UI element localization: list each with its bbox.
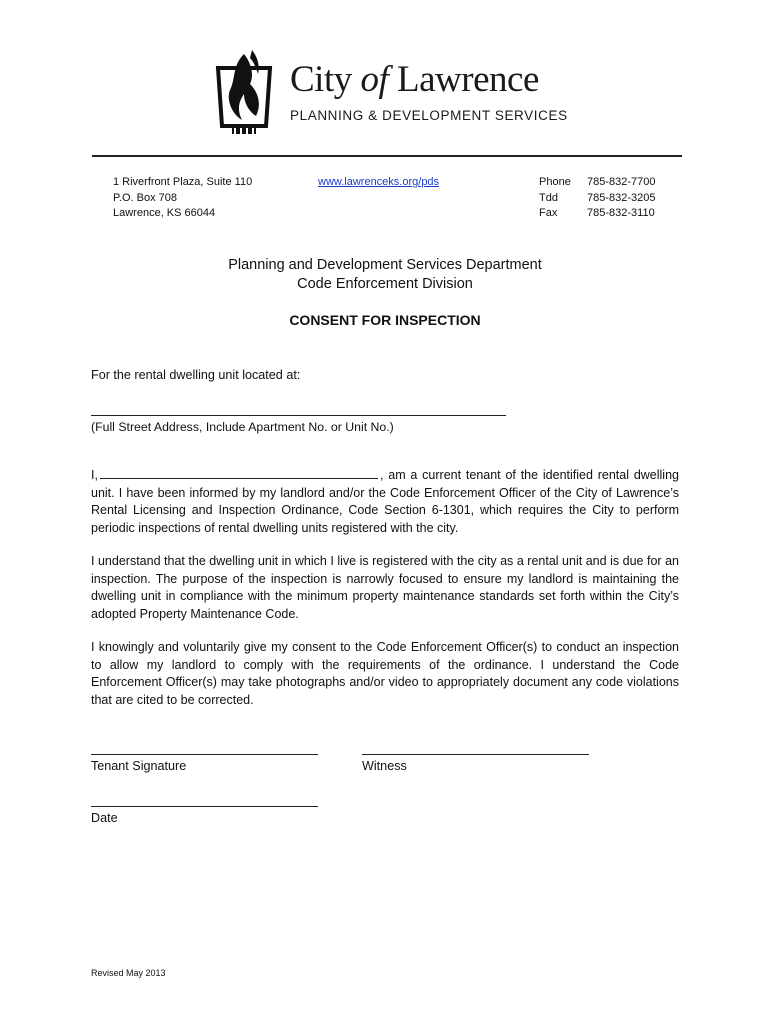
contact-labels (539, 175, 571, 222)
organization-subtitle: PLANNING & DEVELOPMENT SERVICES (290, 108, 568, 123)
consent-paragraph-2: I understand that the dwelling unit in which I live is registered with the city as a rental unit and is due for an inspection. The purpose of the inspection is narrowly focused to ensure my landlord is maintaining the dwelling unit in compliance with the minimum property maintenance standards set forth within the City’s adopted Property Maintenance Code. (91, 554, 679, 621)
address-line: 1 Riverfront Plaza, Suite 110 (113, 176, 253, 188)
revision-note: Revised May 2013 (91, 968, 166, 978)
contact-numbers (587, 175, 656, 222)
witness-signature-label: Witness (362, 759, 407, 773)
tenant-name-field[interactable] (100, 466, 378, 479)
tdd-number: 785-832-3205 (587, 191, 656, 204)
address-prompt: For the rental dwelling unit located at: (91, 368, 301, 382)
website-link[interactable]: www.lawrenceks.org/pds (318, 176, 440, 188)
fax-label: Fax (539, 207, 558, 219)
city-logo-icon (214, 46, 274, 136)
address-field-line[interactable] (91, 415, 506, 416)
witness-signature-line[interactable] (362, 754, 589, 755)
document-title: CONSENT FOR INSPECTION (289, 312, 481, 328)
tdd-label: Tdd (539, 191, 558, 204)
mailing-address (113, 175, 252, 222)
department-name: Planning and Development Services Department (228, 257, 542, 273)
organization-name: City of Lawrence (290, 59, 539, 100)
consent-paragraph-3: I knowingly and voluntarily give my consent to the Code Enforcement Officer(s) to conduct an inspection to allow my landlord to comply with the requirements of the ordinance. I understand the Code Enforcement Officer(s) may take photographs and/or video to appropriately document any code violations that are cited to be corrected. (91, 640, 679, 707)
para1-rest: , am a current tenant of the identified rental dwelling unit. I have been informed by my landlord and/or the Code Enforcement Officer of the City of Lawrence’s Rental Licensing and Inspection Ordinance, Code Section 6-1301, which requires the City to perform periodic inspections of rental dwelling units registered with the city. (91, 468, 679, 535)
date-label: Date (91, 811, 118, 825)
division-name: Code Enforcement Division (297, 276, 473, 292)
tenant-signature-line[interactable] (91, 754, 318, 755)
phone-label: Phone (539, 176, 571, 188)
fax-number: 785-832-3110 (587, 207, 655, 219)
address-line: P.O. Box 708 (113, 191, 178, 204)
address-line: Lawrence, KS 66044 (113, 207, 216, 219)
consent-paragraph-1 (91, 466, 679, 537)
para1-start: I, (91, 468, 98, 482)
phone-number: 785-832-7700 (587, 176, 656, 188)
header-divider (92, 155, 682, 157)
date-line[interactable] (91, 806, 318, 807)
address-field-caption: (Full Street Address, Include Apartment No. or Unit No.) (91, 420, 394, 434)
tenant-signature-label: Tenant Signature (91, 759, 187, 773)
